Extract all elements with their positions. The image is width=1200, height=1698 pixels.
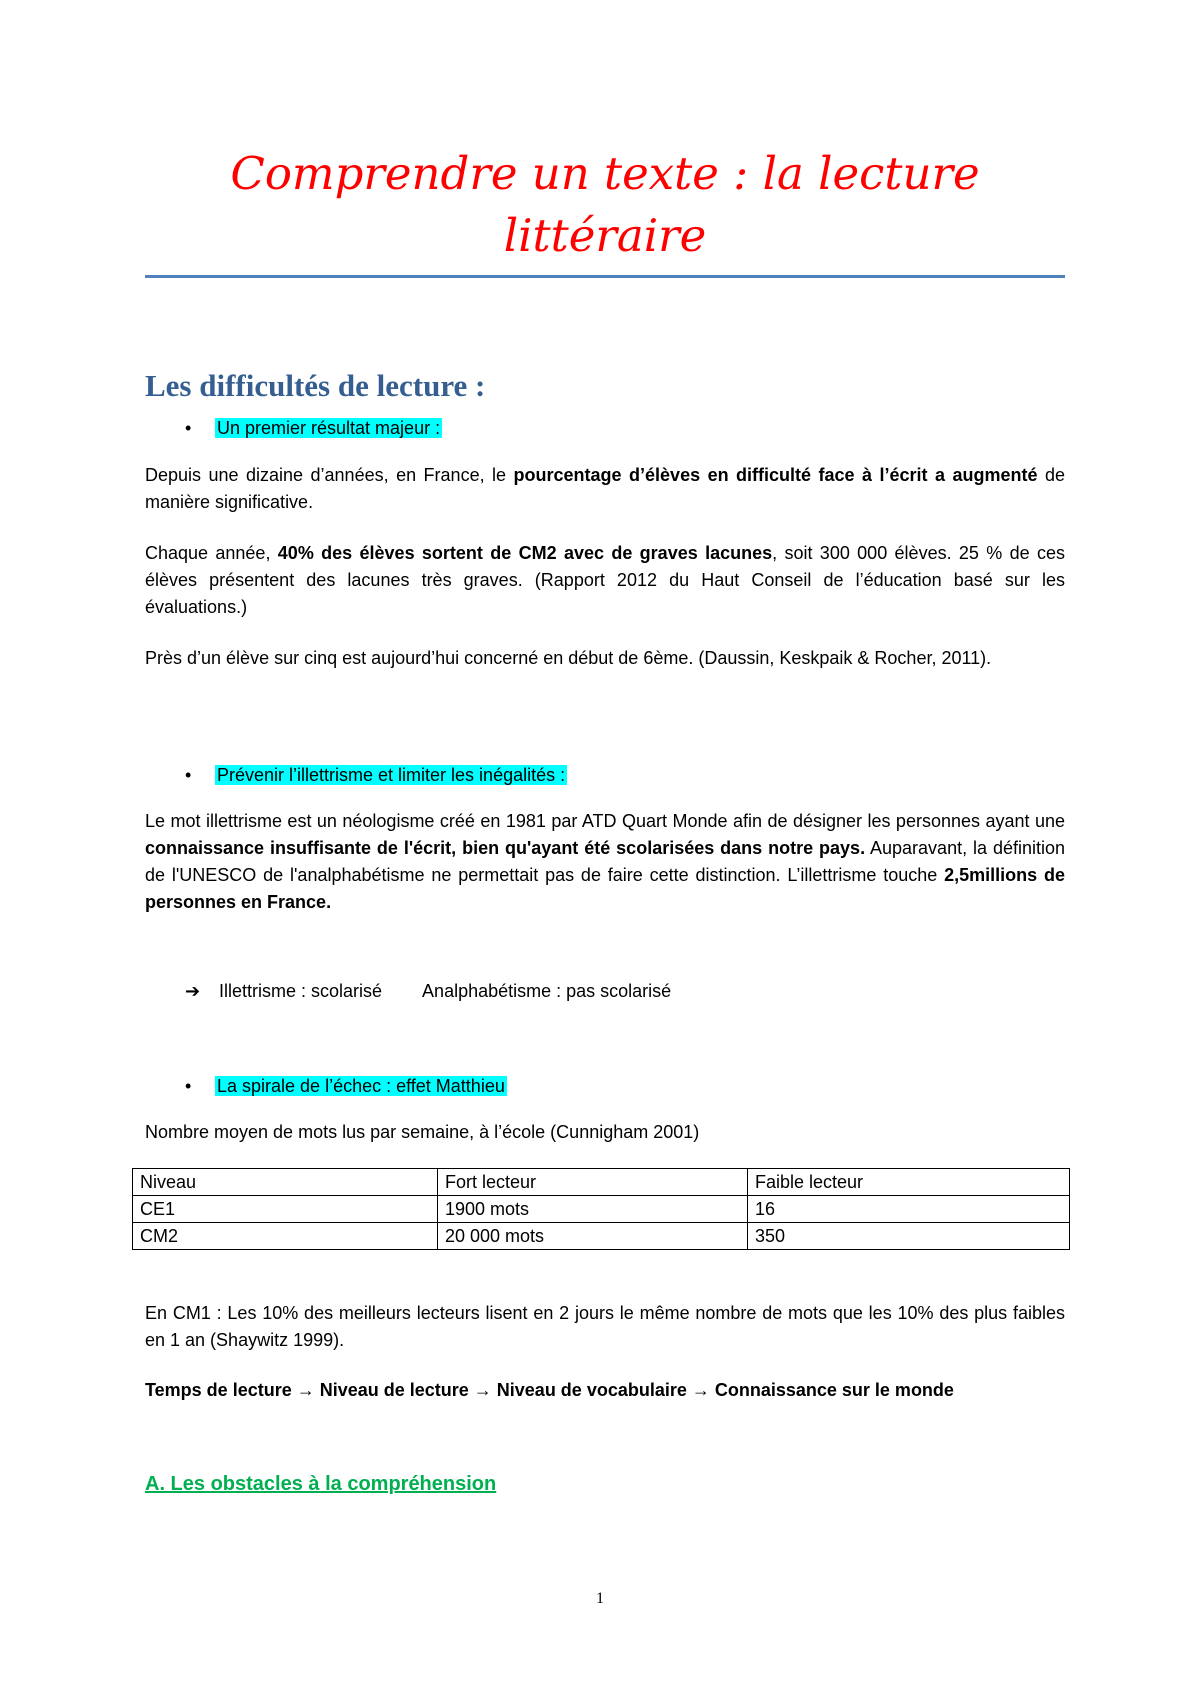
table-cell: 20 000 mots bbox=[438, 1223, 748, 1250]
bullet-label: La spirale de l’échec : effet Matthieu bbox=[217, 1076, 505, 1096]
bullet-item-3 bbox=[185, 1073, 507, 1099]
table-header-row bbox=[133, 1169, 1070, 1196]
bold-run: 40% des élèves sortent de CM2 avec de graves lacunes bbox=[277, 543, 773, 563]
table-caption: Nombre moyen de mots lus par semaine, à l’école (Cunnigham 2001) bbox=[145, 1122, 700, 1142]
bold-run: pourcentage d’élèves en difficulté face à l’écrit a augmenté bbox=[513, 465, 1038, 485]
reading-chain: Temps de lecture → Niveau de lecture → Niveau de vocabulaire → Connaissance sur le monde bbox=[145, 1380, 954, 1400]
paragraph: En CM1 : Les 10% des meilleurs lecteurs lisent en 2 jours le même nombre de mots que les 10% des plus faibles en 1 an (Shaywitz 1999). bbox=[145, 1303, 1065, 1350]
arrow-left-text: Illettrisme : scolarisé bbox=[219, 981, 383, 1001]
arrow-right-text: Analphabétisme : pas scolarisé bbox=[422, 981, 672, 1001]
section-a-heading: A. Les obstacles à la compréhension bbox=[145, 1473, 497, 1495]
bullet-label: Un premier résultat majeur : bbox=[217, 418, 441, 438]
words-table bbox=[132, 1168, 1070, 1250]
bold-run: connaissance insuffisante de l'écrit, bien qu'ayant été scolarisées dans notre pays. bbox=[145, 838, 866, 858]
table-header-cell: Faible lecteur bbox=[748, 1169, 1070, 1196]
text-run: Auparavant, la définition de l'UNESCO de l'analphabétisme ne permettait pas de faire cette distinction. L’illettrisme touche bbox=[145, 838, 1065, 885]
table-row bbox=[133, 1223, 1070, 1250]
text-run: Depuis une dizaine d’années, en France, le bbox=[145, 465, 514, 485]
arrow-right-icon: ➔ bbox=[185, 981, 201, 1001]
paragraph bbox=[145, 462, 1065, 516]
table-row bbox=[133, 1196, 1070, 1223]
table-cell: 16 bbox=[748, 1196, 1070, 1223]
bold-run: 2,5millions de personnes en France. bbox=[145, 865, 1065, 912]
document-title: Comprendre un texte : la lecture littéraire bbox=[230, 147, 980, 262]
title-underline bbox=[145, 275, 1065, 278]
bullet-item-2 bbox=[185, 762, 567, 788]
table-header-cell: Fort lecteur bbox=[438, 1169, 748, 1196]
bullet-dot-icon: • bbox=[185, 418, 192, 438]
bullet-item-1 bbox=[185, 415, 442, 441]
page-number: 1 bbox=[596, 1590, 604, 1607]
table-cell: CM2 bbox=[133, 1223, 438, 1250]
table-header-cell: Niveau bbox=[133, 1169, 438, 1196]
text-run: Chaque année, bbox=[145, 543, 278, 563]
bullet-dot-icon: • bbox=[185, 1076, 192, 1096]
paragraph bbox=[145, 808, 1065, 916]
table-cell: CE1 bbox=[133, 1196, 438, 1223]
paragraph bbox=[145, 540, 1065, 621]
arrow-line bbox=[185, 978, 671, 1004]
section-heading: Les difficultés de lecture : bbox=[145, 368, 486, 403]
text-run: , soit 300 000 élèves. 25 % de ces élèves présentent des lacunes très graves. (Rapport 2012 du Haut Conseil de l’éducation basé sur les évaluations.) bbox=[145, 543, 1066, 617]
text-run: Le mot illettrisme est un néologisme créé en 1981 par ATD Quart Monde afin de désigner les personnes ayant une bbox=[145, 811, 1065, 831]
bullet-label: Prévenir l’illettrisme et limiter les inégalités : bbox=[217, 765, 566, 785]
bullet-dot-icon: • bbox=[185, 765, 192, 785]
text-run: de manière significative. bbox=[145, 465, 1065, 512]
paragraph: Près d’un élève sur cinq est aujourd’hui concerné en début de 6ème. (Daussin, Keskpaik & Rocher, 2011). bbox=[145, 648, 992, 668]
table-cell: 1900 mots bbox=[438, 1196, 748, 1223]
table-cell: 350 bbox=[748, 1223, 1070, 1250]
